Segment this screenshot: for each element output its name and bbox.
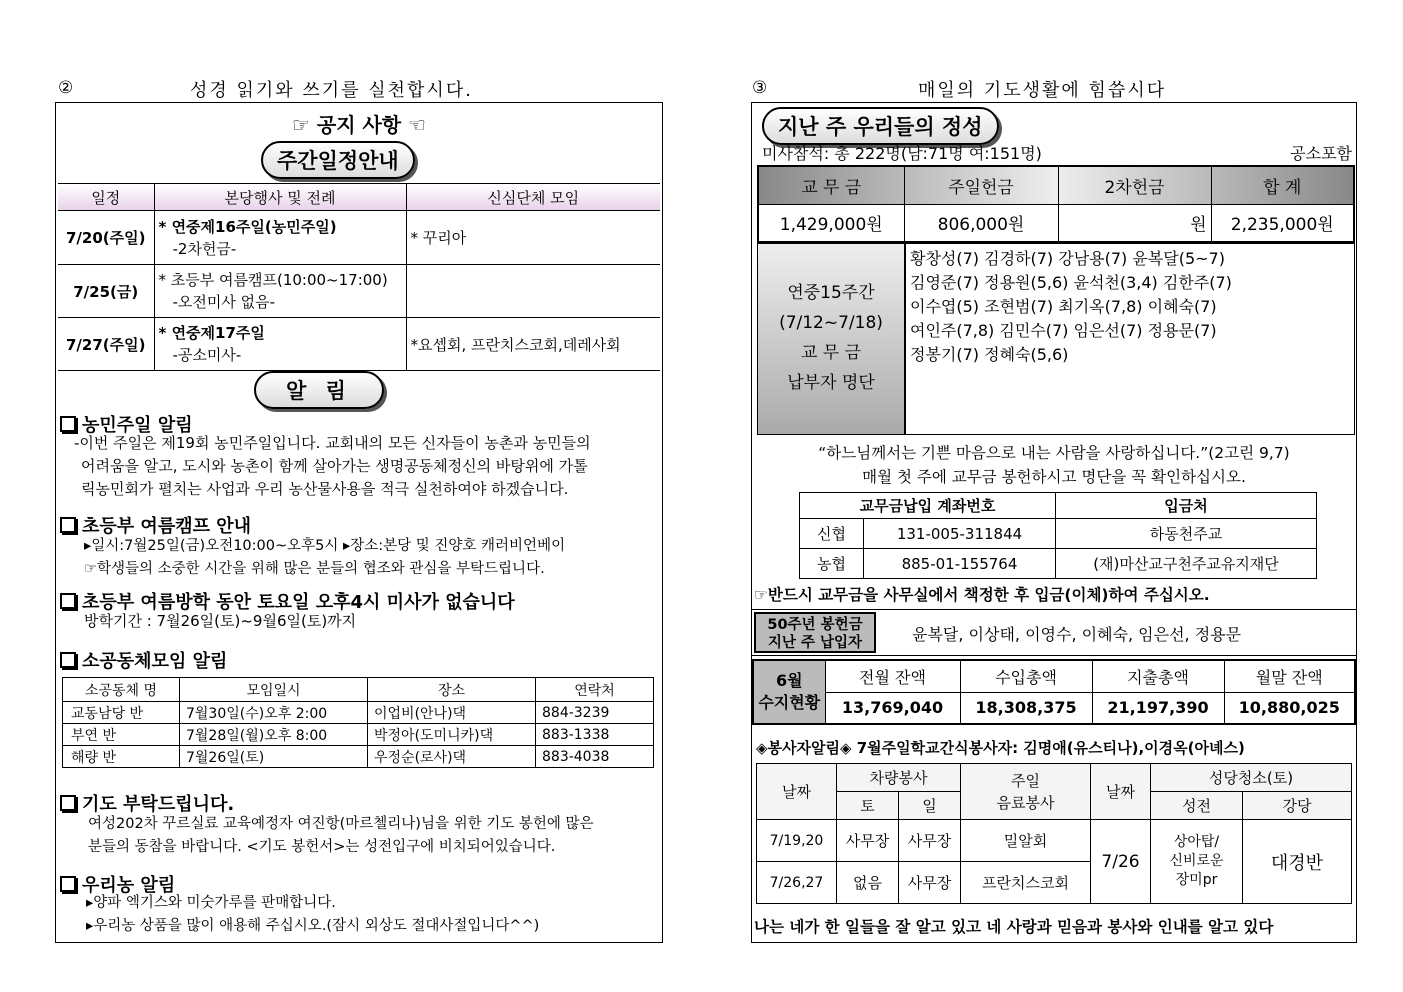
label-line: 상아탑/ [1173, 834, 1220, 850]
donor-line: 황창성(7) 김경하(7) 강남용(7) 윤복달(5~7) [910, 249, 1225, 268]
account-holder: (재)마산교구천주교유지재단 [1056, 549, 1317, 579]
cell: 7월30일(수)오후 2:00 [180, 702, 368, 724]
text-line: 릭농민회가 펼치는 사업과 우리 농산물사용을 적극 실천하여야 하겠습니다. [81, 480, 569, 498]
vol-header [961, 764, 1091, 820]
vol-header: 일 [899, 792, 961, 820]
vol-header: 날짜 [757, 764, 837, 820]
left-page-header: 성경 읽기와 쓰기를 실천합시다. [190, 80, 473, 101]
money-header: 교 무 금 [758, 166, 904, 204]
section-title: 우리농 알림 [82, 875, 176, 896]
checkbox-square-icon [60, 517, 76, 533]
schedule-event: * 초등부 여름캠프(10:00~17:00) [158, 271, 388, 289]
donor-label [757, 243, 905, 435]
money-header: 주일헌금 [904, 166, 1058, 204]
donor-line: 이수엽(5) 조현범(7) 최기옥(7,8) 이혜숙(7) [910, 297, 1217, 316]
finance-label [753, 660, 825, 724]
anniversary-names: 윤복달, 이상태, 이영수, 이혜숙, 임은선, 정용문 [912, 625, 1242, 644]
text-line: 여성202차 꾸르실료 교육예정자 여진항(마르첼리나)님을 위한 기도 봉헌에 많은 [88, 816, 594, 832]
account-number: 131-005-311844 [864, 519, 1056, 549]
checkbox-square-icon [60, 593, 76, 609]
table-row [58, 318, 660, 371]
cell: 이업비(안나)댁 [368, 702, 536, 724]
schedule-group: * 꾸리아 [406, 211, 660, 265]
left-panel [55, 102, 663, 943]
woorinong-body [86, 892, 660, 938]
footer-verse: 나는 네가 한 일들을 잘 알고 있고 네 사랑과 믿음과 봉사와 인내를 알고 있다 [754, 918, 1274, 936]
label-line: 50주년 봉헌금 [767, 617, 863, 633]
account-holder: 하동천주교 [1056, 519, 1317, 549]
donor-label-line: 교 무 금 [800, 343, 862, 363]
text-line: 분들의 동참을 바랍니다. <기도 봉헌서>는 성전입구에 비치되어있습니다. [88, 839, 556, 855]
vol-cell: 없음 [837, 862, 899, 904]
vol-cell: 프란치스코회 [961, 862, 1091, 904]
money-value: 1,429,000원 [758, 204, 904, 242]
vol-date: 7/19,20 [757, 820, 837, 862]
text-line: ▸우리농 상품을 많이 애용해 주십시오.(잠시 외상도 절대사절입니다^^) [86, 918, 540, 934]
text-line: 어려움을 알고, 도시와 농촌이 함께 살아가는 생명공동체정신의 바탕위에 가톨 [81, 457, 588, 475]
table-header: 장소 [368, 678, 536, 702]
cell: 부연 반 [63, 724, 180, 746]
announcement-title: 알 림 [254, 371, 384, 409]
money-value: 원 [1058, 204, 1211, 242]
schedule-header: 일정 [58, 184, 154, 211]
table-row [63, 702, 654, 724]
text-line: ☞학생들의 소중한 시간을 위해 많은 분들의 협조와 관심을 부탁드립니다. [84, 561, 545, 577]
vol-cell: 사무장 [899, 820, 961, 862]
finance-header: 수입총액 [960, 660, 1092, 692]
cell: 교동남당 반 [63, 702, 180, 724]
table-row [800, 519, 1317, 549]
cell: 7월26일(토) [180, 746, 368, 768]
section-small-community [60, 647, 227, 673]
table-row [63, 746, 654, 768]
label-line: 지난 주 납입자 [767, 635, 863, 651]
checkbox-square-icon [60, 795, 76, 811]
donor-label-line: (7/12~7/18) [779, 313, 883, 333]
schedule-date: 7/27(주일) [58, 318, 154, 371]
bank-name: 농협 [800, 549, 864, 579]
table-row [757, 820, 1352, 862]
text-line: ▸일시:7월25일(금)오전10:00~오후5시 ▸장소:본당 및 진양호 캐러비언베이 [84, 538, 566, 554]
account-number: 885-01-155764 [864, 549, 1056, 579]
label-line: 주일 [1011, 771, 1040, 790]
money-header: 합 계 [1211, 166, 1354, 204]
volunteer-table [756, 763, 1352, 904]
notice-title: ☞ 공지 사항 ☜ [291, 113, 427, 137]
attendance: 미사참석: 총 222명(남:71명 여:151명) [762, 144, 1042, 163]
table-header: 소공동체 명 [63, 678, 180, 702]
bible-verse: “하느님께서는 기쁜 마음으로 내는 사람을 사랑하십니다.”(2고린 9,7) [818, 444, 1290, 462]
cell: 7월28일(월)오후 8:00 [180, 724, 368, 746]
right-panel [751, 102, 1357, 943]
schedule-event-note: -공소미사- [172, 346, 242, 364]
donor-label-line: 연중15주간 [787, 283, 875, 303]
label-line: 장미pr [1175, 872, 1218, 888]
schedule-event-note: -2차헌금- [172, 239, 237, 258]
money-header: 2차헌금 [1058, 166, 1211, 204]
cell: 박정아(도미니카)댁 [368, 724, 536, 746]
vol-date: 7/26,27 [757, 862, 837, 904]
money-value: 806,000원 [904, 204, 1058, 242]
finance-value: 18,308,375 [960, 692, 1092, 724]
camp-body [84, 535, 662, 581]
table-row [63, 724, 654, 746]
cell: 883-4038 [536, 746, 654, 768]
account-note: ☞반드시 교무금을 사무실에서 책정한 후 입금(이체)하여 주십시오. [754, 586, 1210, 604]
section-title: 농민주일 알림 [82, 415, 193, 436]
checkbox-square-icon [60, 652, 76, 668]
cell: 883-1338 [536, 724, 654, 746]
farmer-body [74, 432, 660, 501]
schedule-event: * 연중제16주일(농민주일) [158, 217, 337, 236]
vol-header: 차량봉사 [837, 764, 961, 792]
vol-date: 7/26 [1091, 820, 1151, 904]
cell: 우정순(로사)댁 [368, 746, 536, 768]
account-table [799, 492, 1317, 579]
finance-value: 13,769,040 [825, 692, 960, 724]
vol-cell: 사무장 [899, 862, 961, 904]
account-header: 입금처 [1056, 493, 1317, 519]
small-community-table [62, 677, 654, 768]
vol-header: 강당 [1243, 792, 1352, 820]
table-row [58, 265, 660, 318]
donor-line: 김영준(7) 정용원(5,6) 윤석천(3,4) 김한주(7) [910, 273, 1232, 292]
vol-header: 성전 [1151, 792, 1243, 820]
donor-label-line: 납부자 명단 [787, 373, 875, 393]
donor-list [905, 243, 1355, 435]
vacation-body: 방학기간 : 7월26일(토)~9월6일(토)까지 [84, 612, 357, 630]
schedule-date: 7/20(주일) [58, 211, 154, 265]
schedule-table [58, 183, 660, 371]
attendance-note: 공소포함 [1290, 144, 1352, 163]
anniversary-label [754, 612, 876, 653]
right-page-header: 매일의 기도생활에 힘씁시다 [918, 80, 1167, 101]
vol-cell: 밀알회 [961, 820, 1091, 862]
checkbox-square-icon [60, 416, 76, 432]
checkbox-square-icon [60, 876, 76, 892]
schedule-header: 본당행사 및 전례 [154, 184, 406, 211]
text-line: -이번 주일은 제19회 농민주일입니다. 교회내의 모든 신자들이 농촌과 농민들의 [74, 434, 591, 452]
bank-name: 신협 [800, 519, 864, 549]
cell: 해량 반 [63, 746, 180, 768]
text-line: ▸양파 엑기스와 미숫가루를 판매합니다. [86, 895, 336, 911]
section-title: 소공동체모임 알림 [82, 651, 228, 672]
vol-header: 성당청소(토) [1151, 764, 1352, 792]
vol-cell: 사무장 [837, 820, 899, 862]
vol-cell: 대경반 [1243, 820, 1352, 904]
volunteer-title: ◈봉사자알림◈ 7월주일학교간식봉사자: 김명애(유스티나),이경옥(아녜스) [756, 739, 1245, 757]
label-line: 6월 [775, 671, 803, 690]
section-title: 초등부 여름방학 동안 토요일 오후4시 미사가 없습니다 [82, 592, 515, 613]
section-title: 기도 부탁드립니다. [82, 794, 235, 815]
table-header: 연락처 [536, 678, 654, 702]
table-row [58, 211, 660, 265]
schedule-date: 7/25(금) [58, 265, 154, 318]
table-row [800, 549, 1317, 579]
vol-header: 날짜 [1091, 764, 1151, 820]
label-line: 음료봉사 [996, 793, 1055, 812]
weekly-schedule-title: 주간일정안내 [261, 141, 415, 179]
left-page-number: ② [58, 78, 74, 98]
finance-table [752, 659, 1356, 725]
offering-title: 지난 주 우리들의 정성 [762, 107, 999, 145]
section-title: 초등부 여름캠프 안내 [82, 516, 252, 537]
label-line: 수지현황 [758, 693, 821, 712]
schedule-event-note: -오전미사 없음- [172, 293, 276, 311]
verse-note: 매월 첫 주에 교무금 봉헌하시고 명단을 꼭 확인하십시오. [862, 468, 1246, 486]
finance-value: 10,880,025 [1224, 692, 1355, 724]
anniversary-row [752, 609, 1356, 656]
schedule-event: * 연중제17주일 [158, 324, 265, 342]
finance-value: 21,197,390 [1092, 692, 1224, 724]
donor-line: 여인주(7,8) 김민수(7) 임은선(7) 정용문(7) [910, 321, 1217, 340]
schedule-group [406, 265, 660, 318]
account-header: 교무금납입 계좌번호 [800, 493, 1056, 519]
vol-cell [1151, 820, 1243, 904]
finance-header: 월말 잔액 [1224, 660, 1355, 692]
money-value: 2,235,000원 [1211, 204, 1354, 242]
table-header: 모임일시 [180, 678, 368, 702]
schedule-header: 신심단체 모임 [406, 184, 660, 211]
vol-header: 토 [837, 792, 899, 820]
right-page-number: ③ [752, 78, 768, 98]
money-table [757, 165, 1355, 243]
finance-header: 지출총액 [1092, 660, 1224, 692]
cell: 884-3239 [536, 702, 654, 724]
finance-header: 전월 잔액 [825, 660, 960, 692]
prayer-body [88, 813, 658, 859]
label-line: 신비로운 [1169, 853, 1224, 869]
schedule-group: *요셉회, 프란치스코회,데레사회 [406, 318, 660, 371]
donor-line: 정봉기(7) 정혜숙(5,6) [910, 345, 1069, 364]
